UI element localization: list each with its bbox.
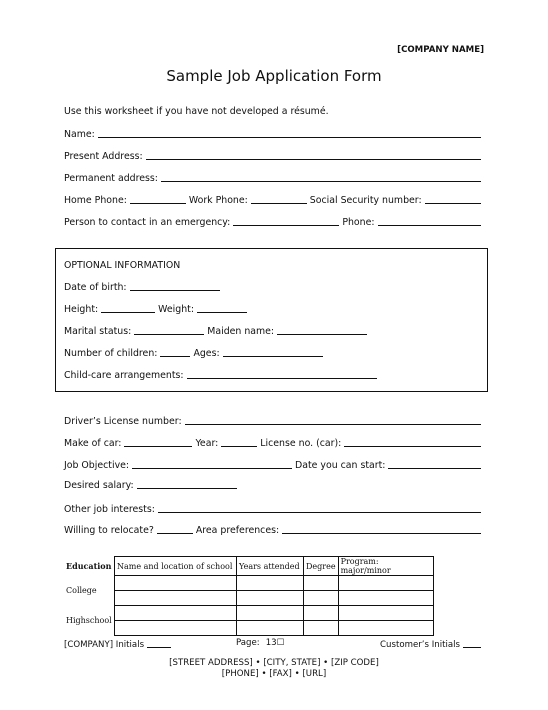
marital-field[interactable] xyxy=(134,325,204,335)
page-title: Sample Job Application Form xyxy=(166,67,382,85)
salary-field[interactable] xyxy=(137,479,237,489)
present-address-row: Present Address: xyxy=(64,148,484,162)
children-row: Number of children: Ages: xyxy=(64,347,326,359)
car-row: Make of car: Year: License no. (car): xyxy=(64,435,484,449)
work-phone-field[interactable] xyxy=(251,194,307,204)
home-phone-field[interactable] xyxy=(130,194,186,204)
company-name: [COMPANY NAME] xyxy=(397,45,484,55)
car-year-field[interactable] xyxy=(221,437,257,447)
table-row xyxy=(64,606,433,621)
marital-row: Marital status: Maiden name: xyxy=(64,325,370,337)
license-field[interactable] xyxy=(185,415,481,425)
company-initials-field[interactable] xyxy=(147,638,171,648)
intro-text: Use this worksheet if you have not developed a résumé. xyxy=(64,106,329,117)
area-preferences-field[interactable] xyxy=(282,524,481,534)
relocate-field[interactable] xyxy=(157,524,193,534)
name-field[interactable] xyxy=(98,128,481,138)
height-field[interactable] xyxy=(101,303,155,313)
years-header: Years attended xyxy=(237,557,304,576)
table-row xyxy=(64,591,433,606)
start-date-field[interactable] xyxy=(388,459,481,469)
table-cell[interactable] xyxy=(338,621,433,636)
customer-initials-field[interactable] xyxy=(463,638,481,648)
college-years-cell[interactable] xyxy=(237,576,304,591)
college-degree-cell[interactable] xyxy=(304,576,339,591)
highschool-school-cell[interactable] xyxy=(115,606,237,621)
company-initials: [COMPANY] Initials xyxy=(64,638,174,650)
permanent-address-field[interactable] xyxy=(161,172,481,182)
present-address-field[interactable] xyxy=(146,150,481,160)
degree-header: Degree xyxy=(304,557,339,576)
table-row xyxy=(64,576,433,591)
education-table xyxy=(64,556,434,636)
highschool-program-cell[interactable] xyxy=(338,606,433,621)
address-line-1: [STREET ADDRESS] • [CITY, STATE] • [ZIP CODE] xyxy=(169,658,379,668)
page-number: Page: 13☐ xyxy=(236,638,285,648)
table-cell[interactable] xyxy=(237,621,304,636)
table-cell[interactable] xyxy=(338,591,433,606)
table-cell[interactable] xyxy=(304,591,339,606)
highschool-degree-cell[interactable] xyxy=(304,606,339,621)
college-school-cell[interactable] xyxy=(115,576,237,591)
emergency-contact-field[interactable] xyxy=(233,216,339,226)
optional-heading: OPTIONAL INFORMATION xyxy=(64,260,181,271)
dob-row: Date of birth: xyxy=(64,281,223,293)
table-row xyxy=(64,621,433,636)
maiden-name-field[interactable] xyxy=(277,325,367,335)
childcare-field[interactable] xyxy=(187,369,377,379)
table-cell[interactable] xyxy=(115,591,237,606)
salary-row: Desired salary: xyxy=(64,479,240,491)
education-header: Education xyxy=(66,561,112,571)
table-cell[interactable] xyxy=(304,621,339,636)
other-interests-field[interactable] xyxy=(158,503,481,513)
height-weight-row: Height: Weight: xyxy=(64,303,250,315)
car-license-field[interactable] xyxy=(344,437,481,447)
name-row: Name: xyxy=(64,126,484,140)
permanent-address-row: Permanent address: xyxy=(64,170,484,184)
education-header-row xyxy=(64,557,433,576)
table-cell[interactable] xyxy=(115,621,237,636)
highschool-label: Highschool xyxy=(66,616,112,625)
weight-field[interactable] xyxy=(197,303,247,313)
college-program-cell[interactable] xyxy=(338,576,433,591)
relocate-row: Willing to relocate? Area preferences: xyxy=(64,522,484,536)
table-cell[interactable] xyxy=(237,591,304,606)
emergency-row: Person to contact in an emergency: Phone: xyxy=(64,214,484,228)
school-header: Name and location of school xyxy=(115,557,237,576)
job-objective-field[interactable] xyxy=(132,459,292,469)
childcare-row: Child-care arrangements: xyxy=(64,369,380,381)
ssn-field[interactable] xyxy=(425,194,481,204)
license-row: Driver’s License number: xyxy=(64,413,484,427)
phone-row: Home Phone: Work Phone: Social Security number: xyxy=(64,192,484,206)
car-make-field[interactable] xyxy=(124,437,192,447)
emergency-phone-field[interactable] xyxy=(378,216,481,226)
highschool-years-cell[interactable] xyxy=(237,606,304,621)
children-field[interactable] xyxy=(160,347,190,357)
address-line-2: [PHONE] • [FAX] • [URL] xyxy=(221,669,327,679)
college-label: College xyxy=(66,586,97,595)
customer-initials: Customer’s Initials xyxy=(380,638,484,650)
dob-field[interactable] xyxy=(130,281,220,291)
program-header: Program: major/minor xyxy=(338,557,433,576)
objective-row: Job Objective: Date you can start: xyxy=(64,457,484,471)
ages-field[interactable] xyxy=(223,347,323,357)
other-interests-row: Other job interests: xyxy=(64,501,484,515)
